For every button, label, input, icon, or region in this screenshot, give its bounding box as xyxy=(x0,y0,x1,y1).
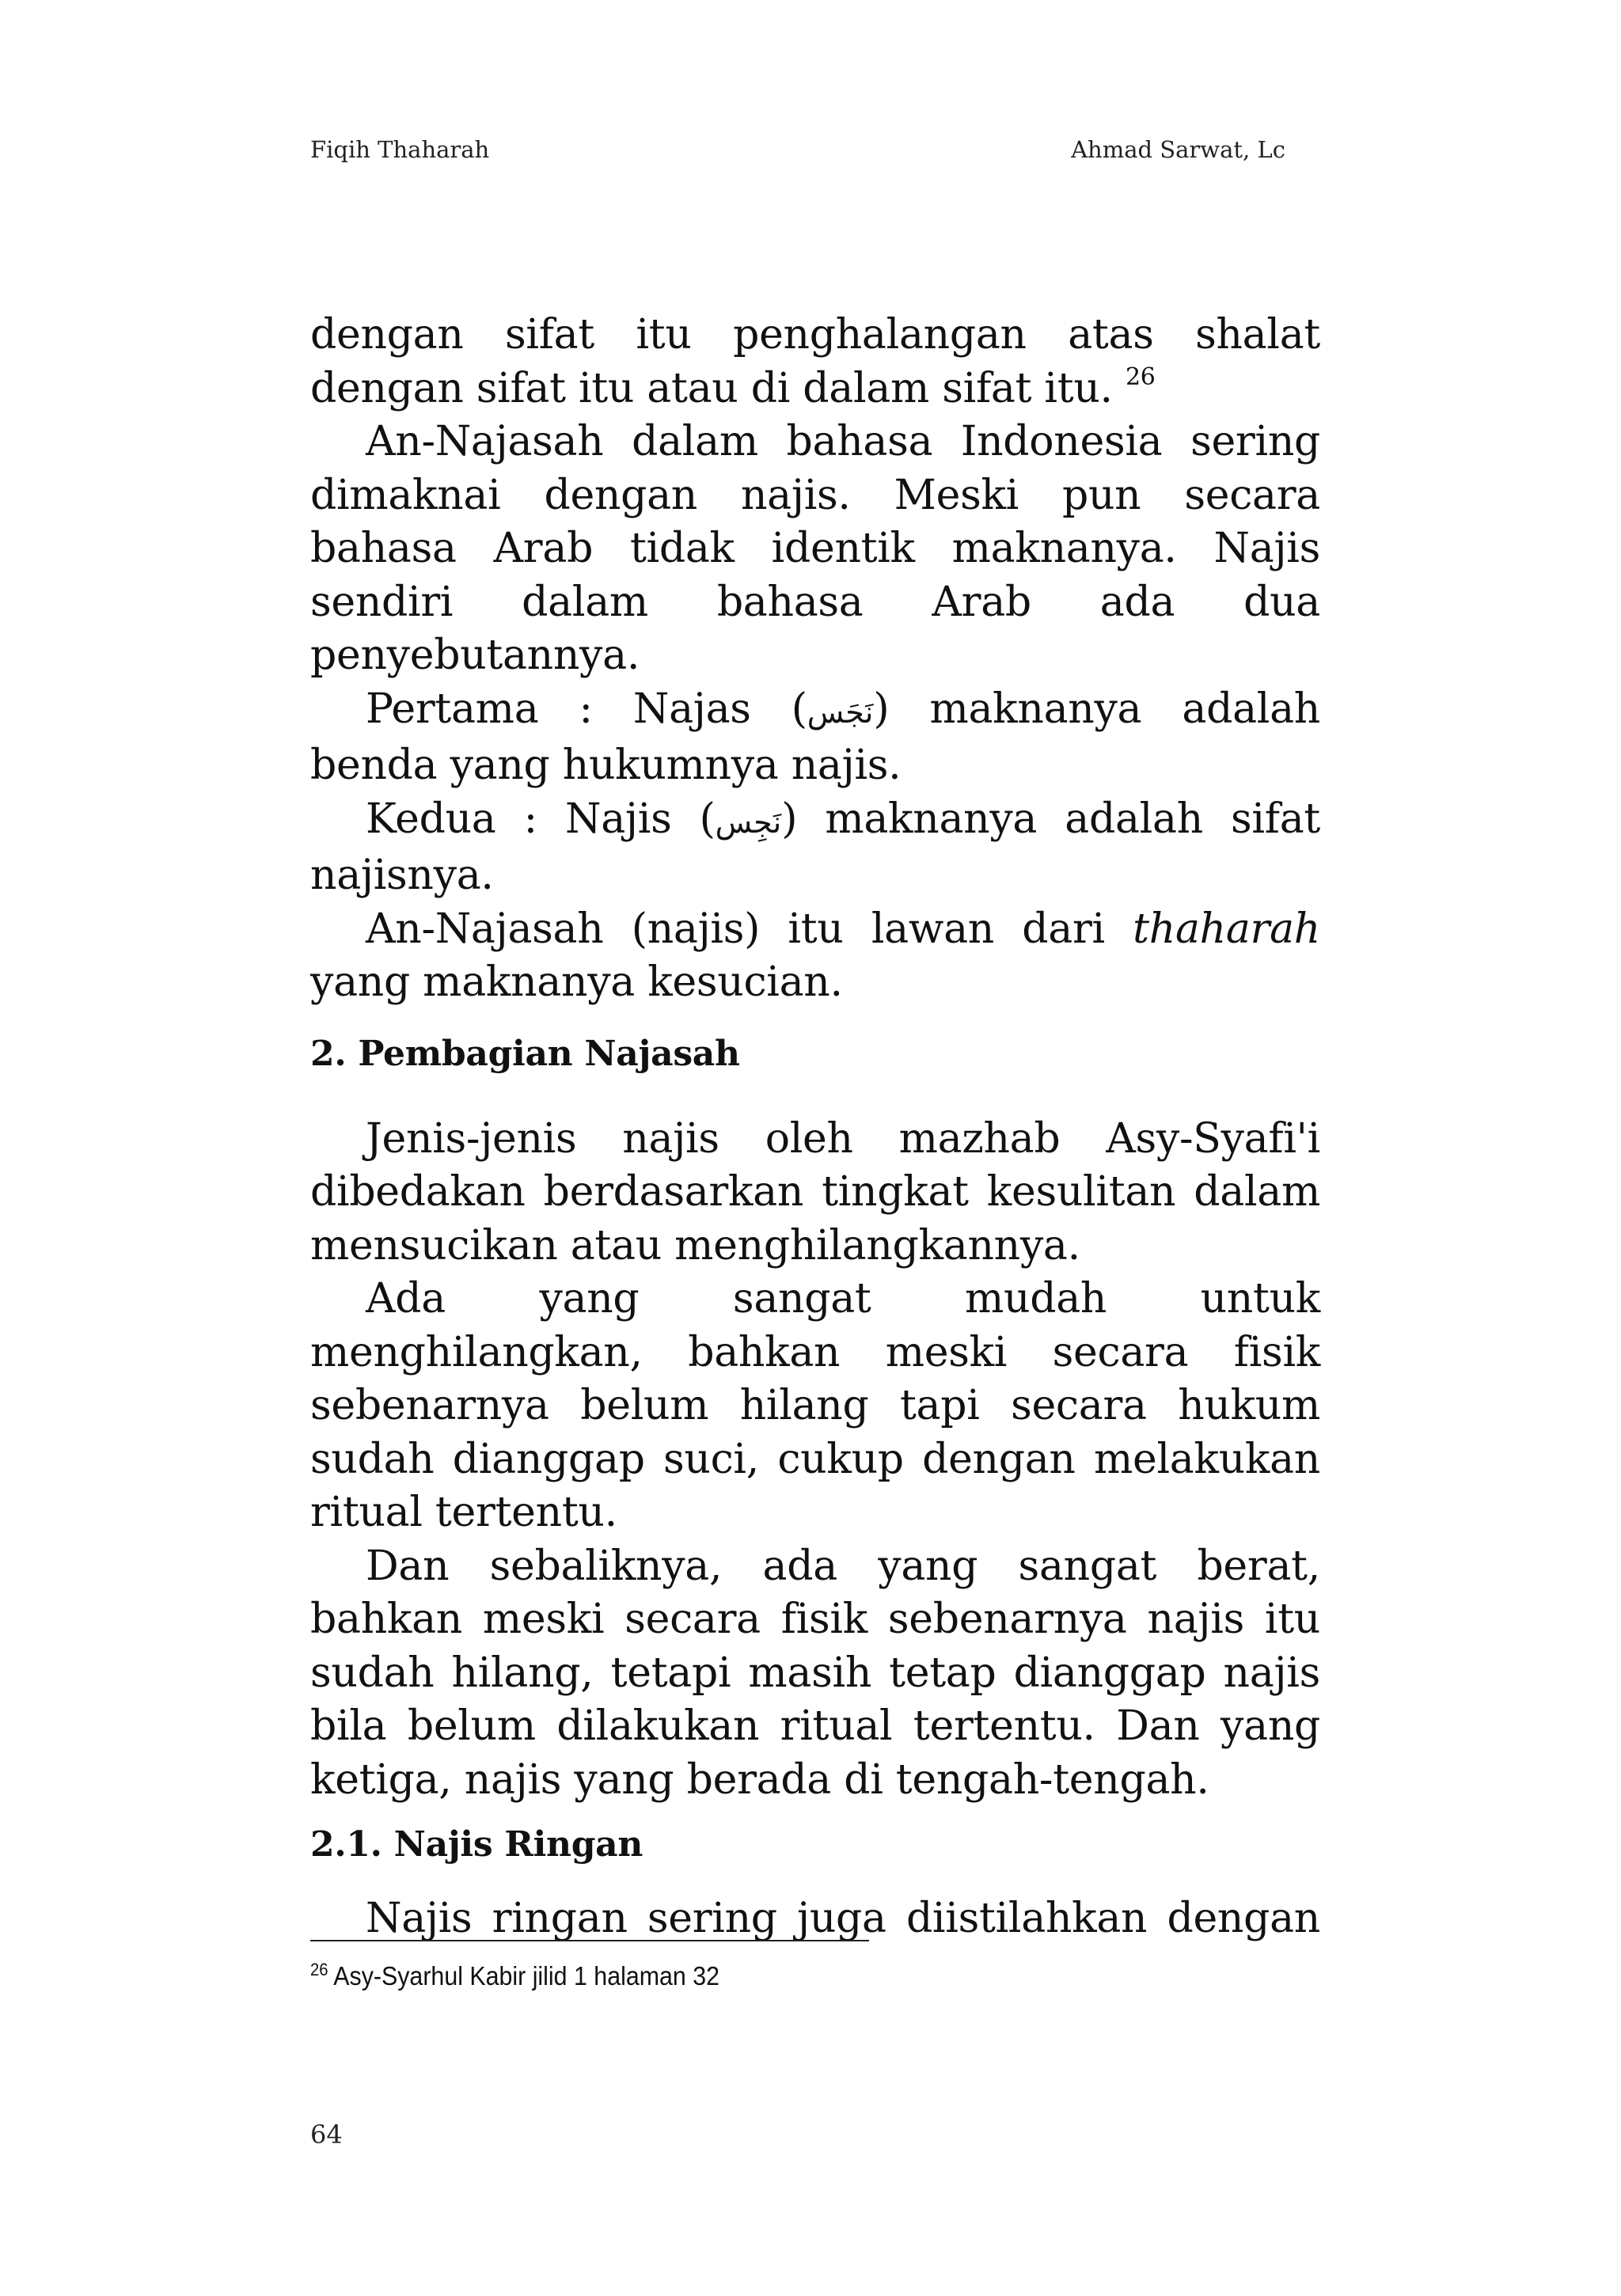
paragraph-6: Jenis-jenis najis oleh mazhab Asy-Syafi'i dibedakan berdasarkan tingkat kesulitan dalam mensucikan atau menghilangkannya. xyxy=(310,1114,1320,1269)
footnote xyxy=(310,1961,719,1991)
paragraph-4-before: Kedua : Najis ( xyxy=(366,795,716,843)
page-number: 64 xyxy=(310,2120,343,2150)
paragraph-5-after: yang maknanya kesucian. xyxy=(310,958,843,1006)
footnote-reference[interactable]: 26 xyxy=(1126,362,1156,391)
paragraph-4 xyxy=(310,793,1320,903)
paragraph-4-after: ) maknanya adalah sifat najisnya. xyxy=(310,795,1320,899)
footnote-number: 26 xyxy=(310,1960,328,1979)
paragraph-7: Ada yang sangat mudah untuk menghilangkan, bahkan meski secara fisik sebenarnya belum hilang tapi secara hukum sudah dianggap suci, cukup dengan melakukan ritual tertentu. xyxy=(310,1275,1320,1536)
section-heading: 2. Pembagian Najasah xyxy=(310,1033,740,1074)
paragraph-5 xyxy=(310,903,1320,1010)
paragraph-2: An-Najasah dalam bahasa Indonesia sering dimaknai dengan najis. Meski pun secara bahasa Arab tidak identik maknanya. Najis sendiri dalam bahasa Arab ada dua penyebutannya. xyxy=(310,418,1320,679)
arabic-najas: نَجَس xyxy=(807,694,874,730)
paragraph-1-text: dengan sifat itu penghalangan atas shalat dengan sifat itu atau di dalam sifat itu. xyxy=(310,311,1320,412)
paragraph-8: Dan sebaliknya, ada yang sangat berat, bahkan meski secara fisik sebenarnya najis itu sudah hilang, tetapi masih tetap dianggap najis bila belum dilakukan ritual tertentu. Dan yang ketiga, najis yang berada di tengah-tengah. xyxy=(310,1542,1320,1804)
footnote-divider xyxy=(310,1940,869,1941)
running-header xyxy=(310,136,1285,168)
arabic-najis: نَجِس xyxy=(715,804,782,840)
paragraph-3-before: Pertama : Najas ( xyxy=(366,685,807,733)
main-text xyxy=(310,309,1320,1946)
subsection-heading: 2.1. Najis Ringan xyxy=(310,1824,643,1865)
paragraph-5-before: An-Najasah (najis) itu lawan dari xyxy=(366,905,1133,953)
paragraph-3-after: ) maknanya adalah benda yang hukumnya najis. xyxy=(310,685,1320,789)
paragraph-9: Najis ringan sering juga diistilahkan dengan xyxy=(366,1895,1320,1942)
header-book-title: Fiqih Thaharah xyxy=(310,136,490,163)
header-author: Ahmad Sarwat, Lc xyxy=(1071,136,1285,163)
paragraph-1 xyxy=(310,309,1320,416)
footnote-text: Asy-Syarhul Kabir jilid 1 halaman 32 xyxy=(328,1961,719,1990)
italic-term: thaharah xyxy=(1133,905,1320,953)
paragraph-3 xyxy=(310,683,1320,793)
